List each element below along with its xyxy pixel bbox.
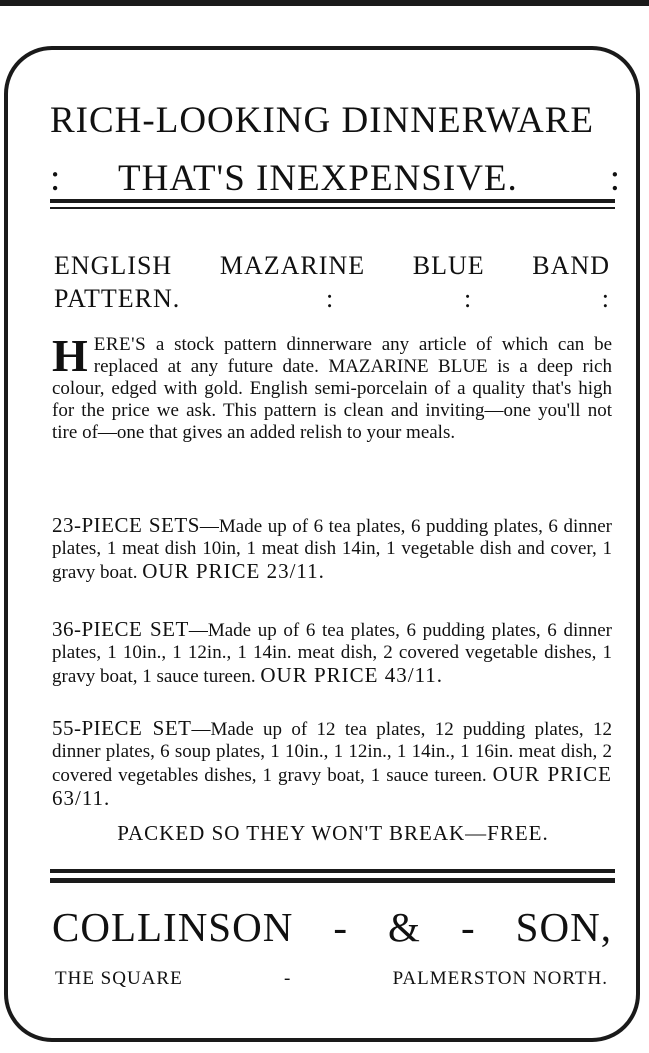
company-name-part: & [388,904,421,950]
company-name-part: - [460,904,476,950]
intro-body: a stock pattern dinnerware any article of which can be replaced at any future date. MAZARINE BLUE is a deep rich colour, edged with gold. English semi-porcelain of a quality that's high for the price we ask. This pattern is clean and inviting—one you'll not tire of—one that gives an added relish to your meals. [52,334,612,443]
company-name-part: - [333,904,349,950]
set-listing-23 [52,514,612,584]
intro-lead: ERE'S [93,334,147,355]
pattern-word: BLUE [412,251,485,280]
set-price: OUR PRICE 43/11. [260,663,444,687]
address-separator: - [283,968,292,989]
set-listing-36 [52,618,612,688]
subhead-text: THAT'S INEXPENSIVE. [118,158,518,199]
set-price: OUR PRICE 23/11. [142,559,325,583]
drop-cap: H [52,330,88,381]
set-title: 36-PIECE SET [52,617,189,641]
divider-rule [50,207,615,209]
set-description: —Made up of 6 tea plates, 6 pudding plates, 6 dinner plates, 1 meat dish 10in, 1 meat dish 14in, 1 vegetable dish and cover, 1 gravy boat. [52,516,613,583]
pattern-colon: : [464,284,473,313]
set-listing-55 [52,717,612,811]
subhead-colon-right: : [609,158,620,199]
set-title: 55-PIECE SET [52,716,192,740]
pattern-word: BAND [532,251,610,280]
set-description: —Made up of 12 tea plates, 12 pudding plates, 12 dinner plates, 6 soup plates, 1 10in., 1 12in., 1 14in., 1 16in. meat dish, 2 covered vegetables dishes, 1 gravy boat, 1 sauce tureen. [52,719,612,786]
packing-note: PACKED SO THEY WON'T BREAK—FREE. [117,821,549,845]
subhead-colon-left: : [50,158,61,199]
company-address [55,966,608,992]
pattern-colon: : [601,284,610,313]
pattern-word: MAZARINE [219,251,366,280]
set-description: —Made up of 6 tea plates, 6 pudding plates, 6 dinner plates, 1 10in., 1 12in., 1 14in. meat dish, 2 covered vegetable dishes, 1 gravy boat, 1 sauce tureen. [52,620,612,687]
headline: RICH-LOOKING DINNERWARE [50,100,595,141]
set-price: OUR PRICE 63/11. [52,762,613,810]
divider-rule [50,869,615,873]
pattern-heading-line1 [54,250,610,282]
set-title: 23-PIECE SETS [52,513,200,537]
company-name-part: SON, [515,904,612,950]
subhead [50,157,620,201]
address-town: PALMERSTON NORTH. [392,968,608,989]
pattern-word: ENGLISH [54,251,173,280]
company-name-part: COLLINSON [52,904,294,950]
divider-rule [50,199,615,203]
intro-paragraph [52,330,612,444]
company-name [52,903,612,951]
pattern-heading-line2 [54,283,610,315]
pattern-word: PATTERN. [54,284,181,313]
pattern-colon: : [326,284,335,313]
top-border-line [0,0,649,6]
address-street: THE SQUARE [55,968,183,989]
divider-rule [50,878,615,883]
